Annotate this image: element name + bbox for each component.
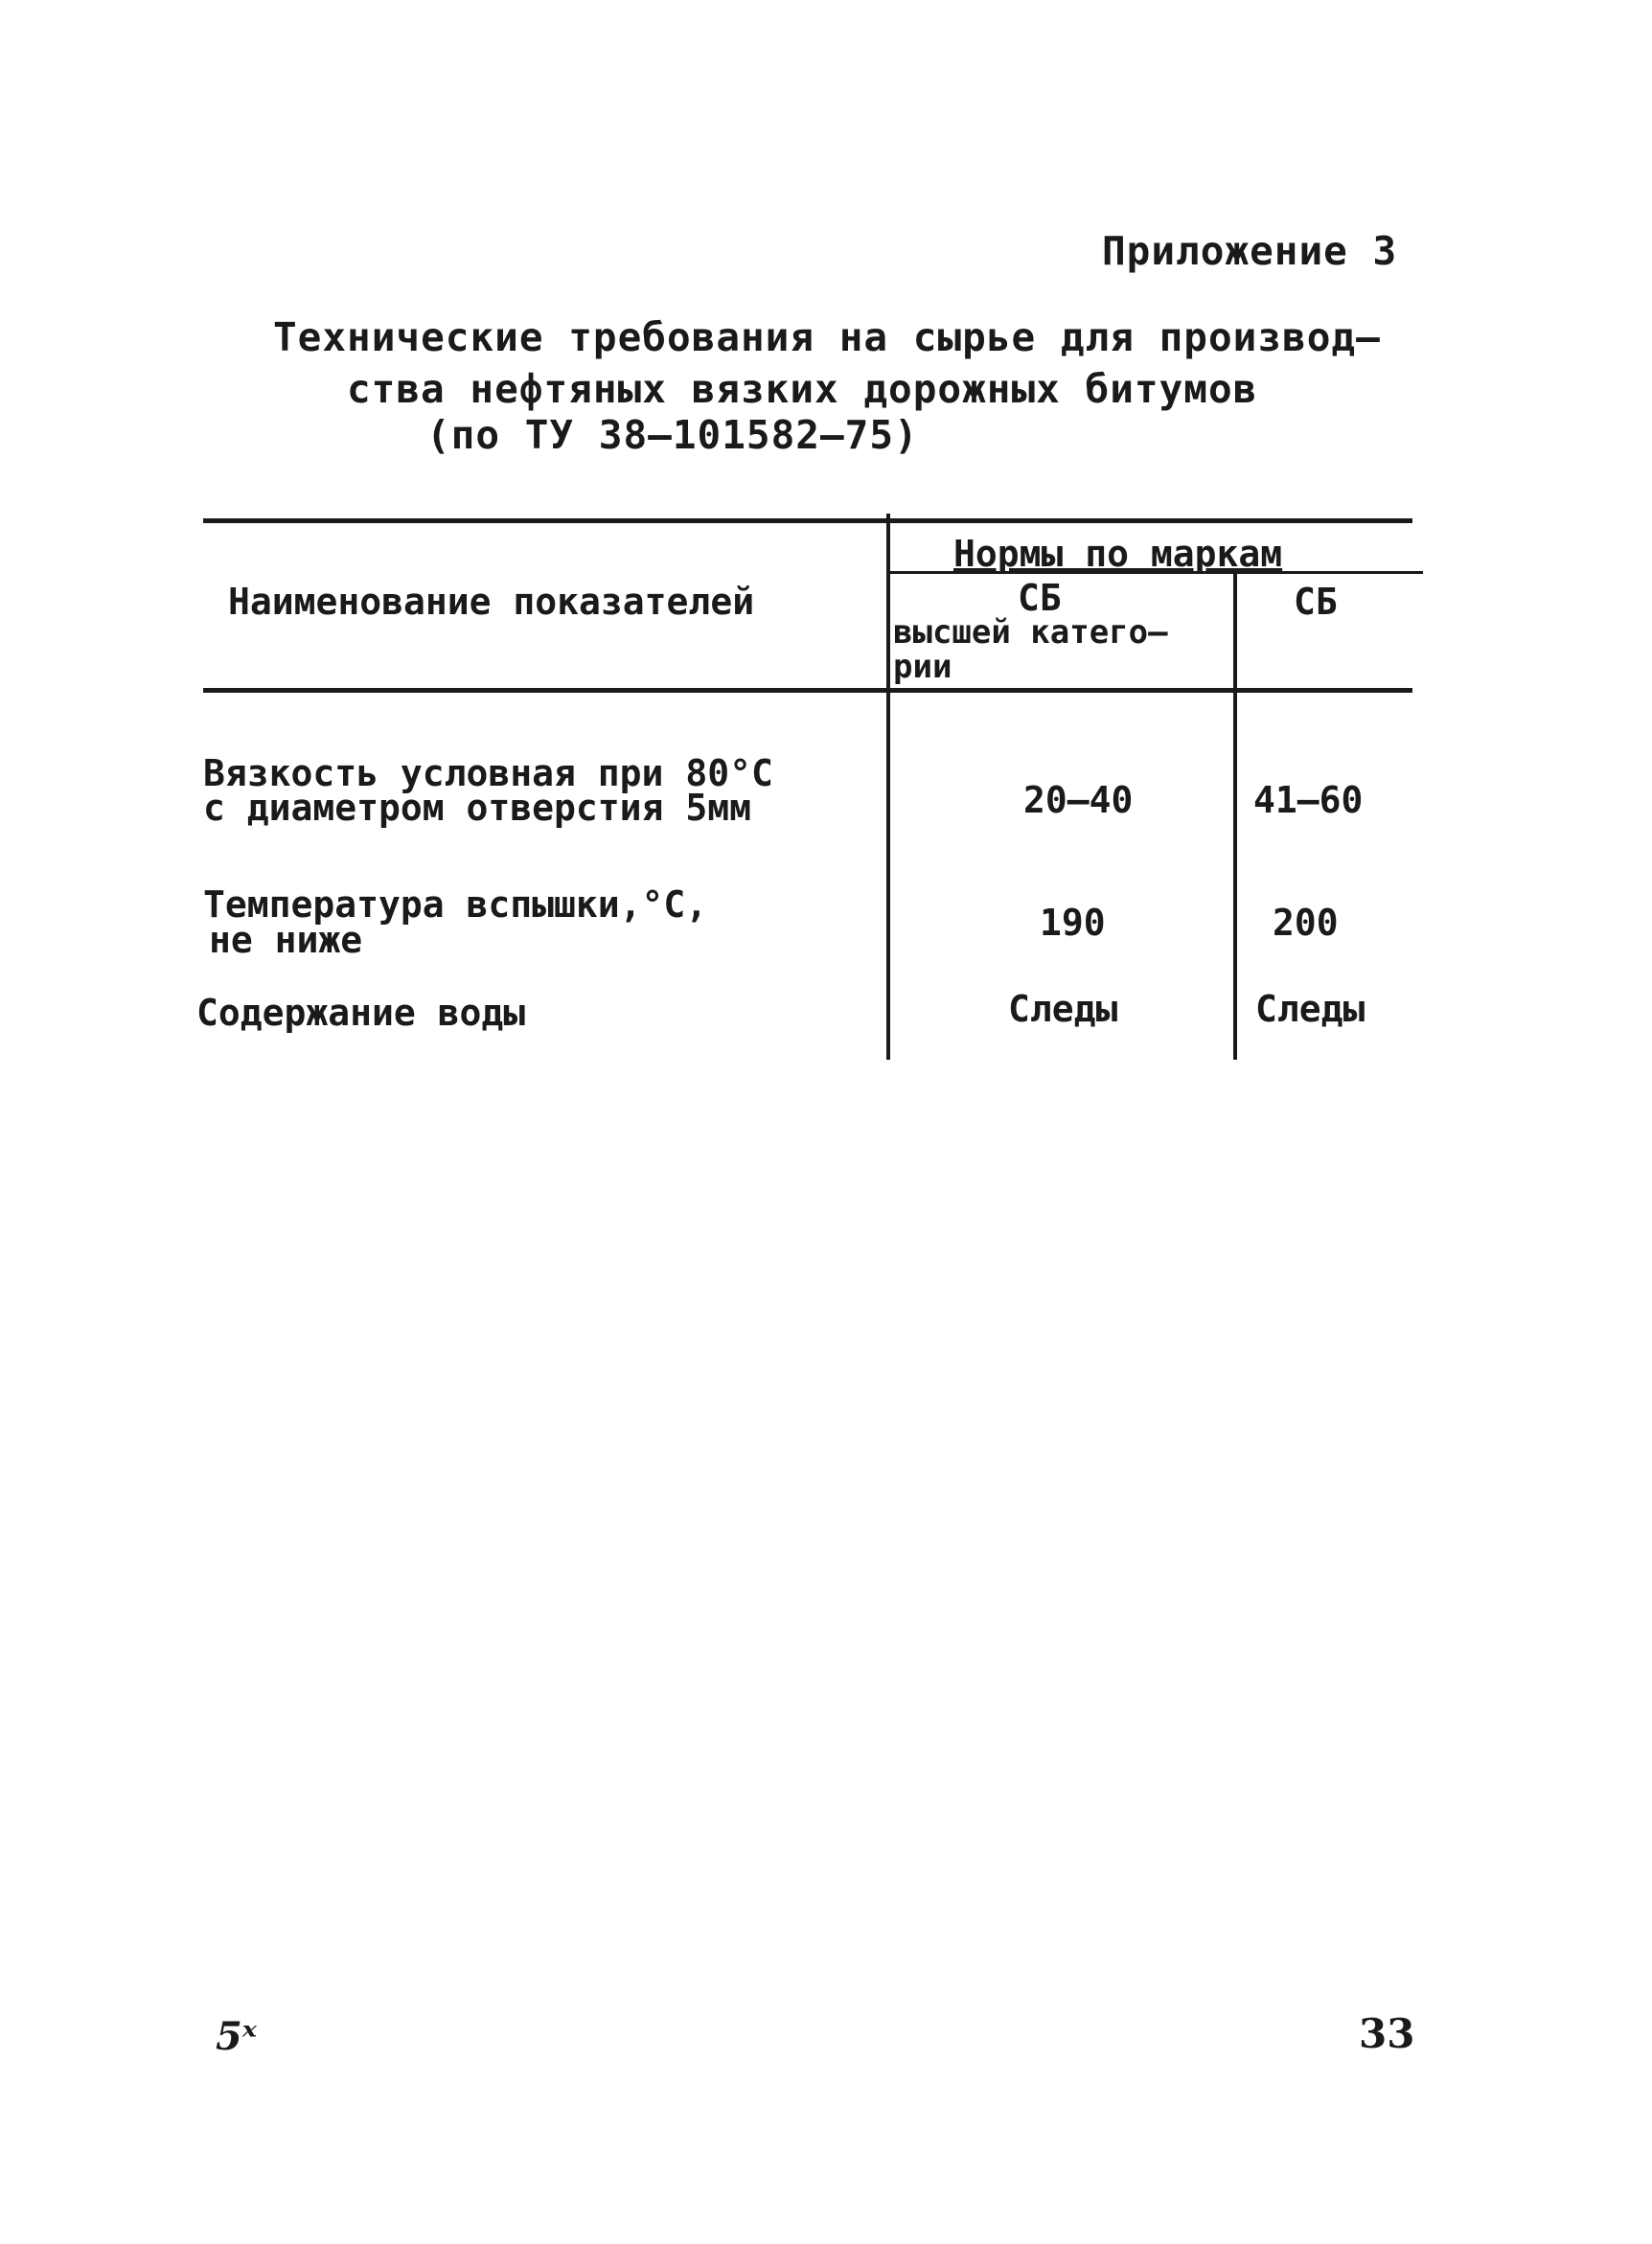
page-number: 33 bbox=[1359, 2010, 1415, 2057]
sb-higher-header-line2: высшей катего– bbox=[893, 613, 1168, 652]
norms-header: Нормы по маркам bbox=[953, 533, 1283, 575]
row-2-sb-value: 200 bbox=[1273, 902, 1339, 944]
sb-higher-header-line1: СБ bbox=[1018, 577, 1062, 619]
row-3-name: Содержание воды bbox=[196, 992, 526, 1034]
sb-higher-header-line3: рии bbox=[893, 648, 952, 686]
header-bottom-rule bbox=[203, 688, 1412, 693]
footer-sheet-mark: 5ˣ bbox=[216, 2014, 257, 2059]
column-divider-1 bbox=[886, 514, 890, 1060]
row-1-sb-value: 41–60 bbox=[1253, 779, 1364, 821]
row-1-name-line2: с диаметром отверстия 5мм bbox=[203, 787, 751, 829]
title-line-2: ства нефтяных вязких дорожных битумов bbox=[347, 366, 1258, 412]
row-2-name-line2: не ниже bbox=[209, 919, 363, 961]
row-3-sb-higher-value: Следы bbox=[1008, 988, 1118, 1030]
column-divider-2 bbox=[1233, 571, 1237, 1060]
table-top-rule bbox=[203, 518, 1412, 523]
appendix-label: Приложение 3 bbox=[1102, 228, 1398, 274]
row-2-name-line1: Температура вспышки,°С, bbox=[203, 883, 708, 926]
row-1-sb-higher-value: 20–40 bbox=[1023, 779, 1134, 821]
row-3-sb-value: Следы bbox=[1255, 988, 1365, 1030]
row-1-name-line1: Вязкость условная при 80°С bbox=[203, 752, 773, 794]
row-2-sb-higher-value: 190 bbox=[1040, 902, 1106, 944]
indicator-column-header: Наименование показателей bbox=[228, 581, 755, 623]
title-line-3: (по ТУ 38–101582–75) bbox=[426, 412, 919, 458]
sb-header: СБ bbox=[1294, 581, 1338, 623]
title-line-1: Технические требования на сырье для производ– bbox=[273, 314, 1381, 360]
